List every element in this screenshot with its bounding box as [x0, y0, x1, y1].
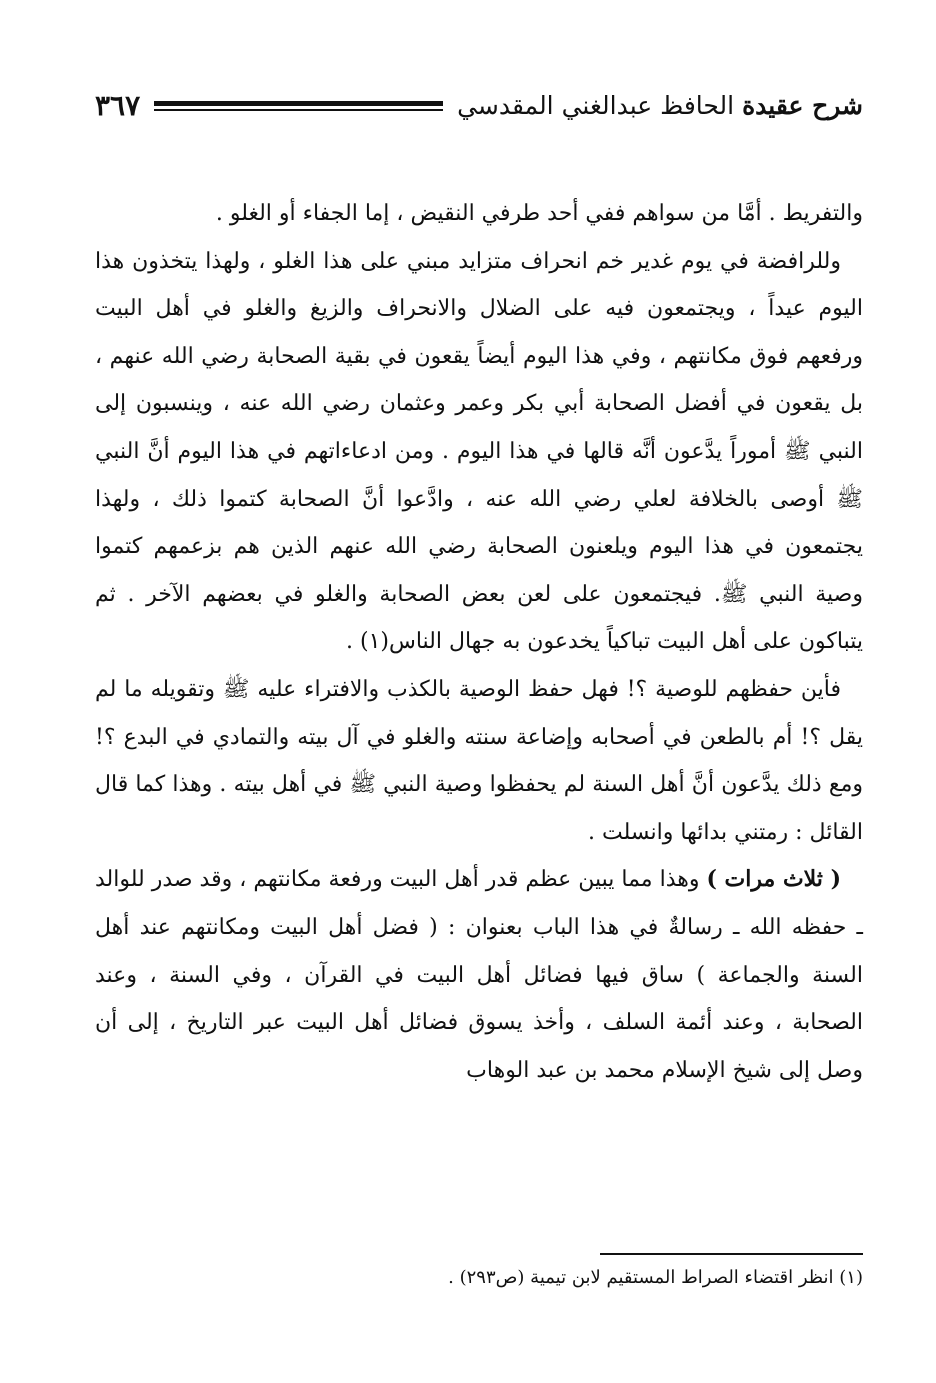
header-rule-thick-line	[154, 101, 443, 106]
main-text	[95, 190, 863, 1094]
footnote: (١) انظر اقتضاء الصراط المستقيم لابن تيمية (ص٢٩٣) .	[448, 1267, 863, 1288]
paragraph-1: والتفريط . أمَّا من سواهم ففي أحد طرفي النقيض ، إما الجفاء أو الغلو .	[215, 201, 863, 226]
page-number: ٣٦٧	[95, 89, 141, 122]
paragraph-4	[95, 856, 863, 1094]
header-rule	[154, 99, 443, 113]
page-header	[95, 82, 863, 130]
paragraph-3: فأين حفظهم للوصية ؟! فهل حفظ الوصية بالكذب والافتراء عليه ﷺ وتقويله ما لم يقل ؟! أم بالطعن في أصحابه وإضاعة سنته والغلو في آل بيته والتمادي في البدع ؟! ومع ذلك يدَّعون أنَّ أهل السنة لم يحفظوا وصية النبي ﷺ في أهل بيته . وهذا كما قال القائل : رمتني بدائها وانسلت .	[95, 676, 863, 845]
running-title-bold: شرح عقيدة	[742, 91, 863, 120]
paragraph-4-text: وهذا مما يبين عظم قدر أهل البيت ورفعة مكانتهم ، وقد صدر للوالد ـ حفظه الله ـ رسالةٌ في هذا الباب بعنوان : ( فضل أهل البيت ومكانتهم عند أهل السنة والجماعة ) ساق فيها فضائل أهل البيت في القرآن ، وفي السنة ، وعند الصحابة ، وعند أئمة السلف ، وأخذ يسوق فضائل أهل البيت عبر التاريخ ، إلى أن وصل إلى شيخ الإسلام محمد بن عبد الوهاب	[95, 867, 863, 1083]
running-title-rest: الحافظ عبدالغني المقدسي	[457, 91, 735, 120]
running-title	[457, 82, 863, 130]
header-rule-thin-line	[154, 109, 443, 111]
paragraph-4-heading: ( ثلاث مرات )	[706, 866, 841, 893]
footnote-separator	[600, 1253, 863, 1255]
paragraph-2: وللرافضة في يوم غدير خم انحراف متزايد مبني على هذا الغلو ، ولهذا يتخذون هذا اليوم عيداً ، ويجتمعون فيه على الضلال والانحراف والزيغ والغلو في أهل البيت ورفعهم فوق مكانتهم ، وفي هذا اليوم أيضاً يقعون في بقية الصحابة رضي الله عنهم ، بل يقعون في أفضل الصحابة أبي بكر وعمر وعثمان رضي الله عنه ، وينسبون إلى النبي ﷺ أموراً يدَّعون أنَّه قالها في هذا اليوم . ومن ادعاءاتهم في هذا اليوم أنَّ النبي ﷺ أوصى بالخلافة لعلي رضي الله عنه ، وادَّعوا أنَّ الصحابة كتموا ذلك ، ولهذا يجتمعون في هذا اليوم ويلعنون الصحابة رضي الله عنهم الذين هم بزعمهم كتموا وصية النبي ﷺ. فيجتمعون على لعن بعض الصحابة والغلو في بعضهم الآخر . ثم يتباكون على أهل البيت تباكياً يخدعون به جهال الناس(١) .	[95, 248, 863, 655]
